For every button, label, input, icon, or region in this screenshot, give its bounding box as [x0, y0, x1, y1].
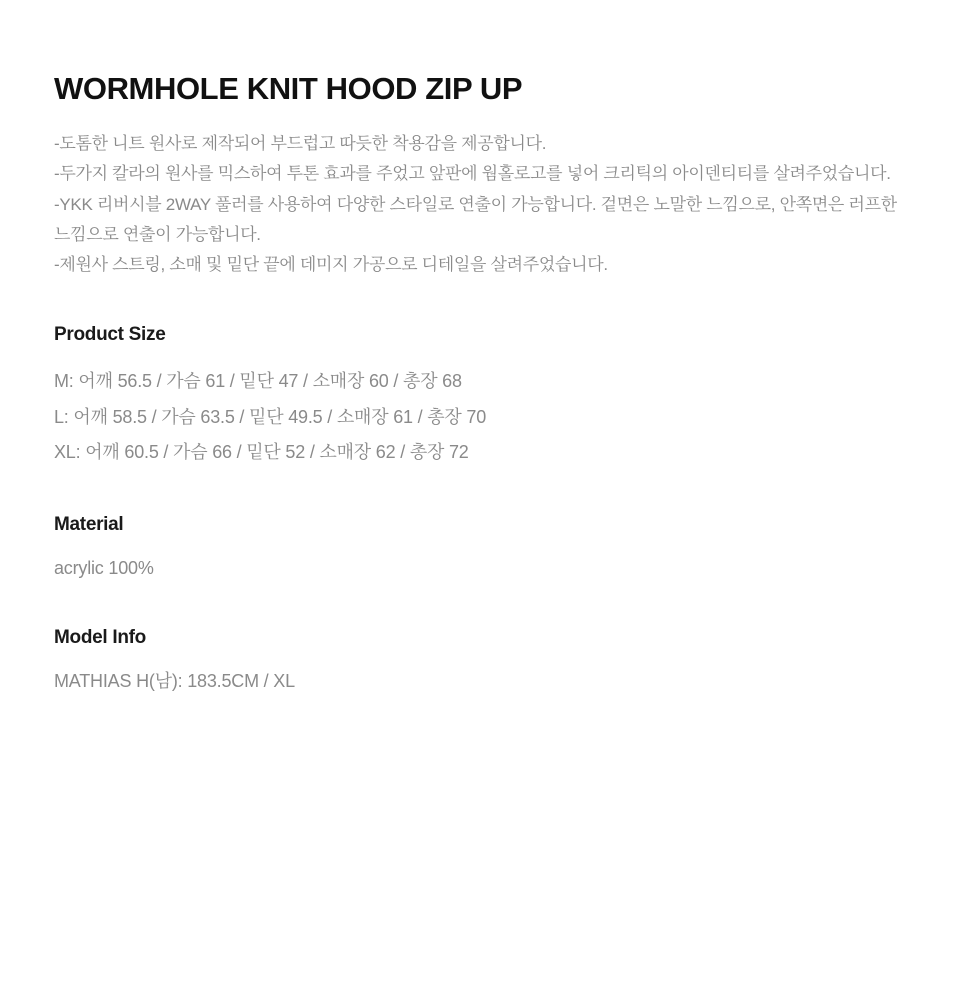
material-heading: Material: [54, 513, 124, 535]
description-line: -두가지 칼라의 원사를 믹스하여 투톤 효과를 주었고 앞판에 웜홀로고를 넣어 크리틱의 아이덴티티를 살려주었습니다.: [54, 164, 891, 184]
size-row: L: 어깨 58.5 / 가슴 63.5 / 밑단 49.5 / 소매장 61 / 총장 70: [54, 406, 487, 427]
size-row: M: 어깨 56.5 / 가슴 61 / 밑단 47 / 소매장 60 / 총장 68: [54, 371, 462, 392]
product-description: [54, 129, 906, 280]
page-title: WORMHOLE KNIT HOOD ZIP UP: [54, 71, 523, 106]
model-info-value: MATHIAS H(남): 183.5CM / XL: [54, 670, 295, 691]
product-size-heading: Product Size: [54, 324, 166, 346]
model-info-section: [54, 627, 906, 696]
description-line: -YKK 리버시블 2WAY 풀러를 사용하여 다양한 스타일로 연출이 가능합니다. 겉면은 노말한 느낌으로, 안쪽면은 러프한 느낌으로 연출이 가능합니다.: [54, 194, 897, 244]
material-section: [54, 514, 906, 583]
model-info-heading: Model Info: [54, 626, 146, 648]
description-line: -제원사 스트링, 소매 및 밑단 끝에 데미지 가공으로 디테일을 살려주었습니다.: [54, 255, 608, 275]
material-value: acrylic 100%: [54, 557, 154, 578]
product-size-section: [54, 324, 906, 469]
description-line: -도톰한 니트 원사로 제작되어 부드럽고 따듯한 착용감을 제공합니다.: [54, 134, 547, 154]
size-row: XL: 어깨 60.5 / 가슴 66 / 밑단 52 / 소매장 62 / 총장 72: [54, 441, 469, 462]
